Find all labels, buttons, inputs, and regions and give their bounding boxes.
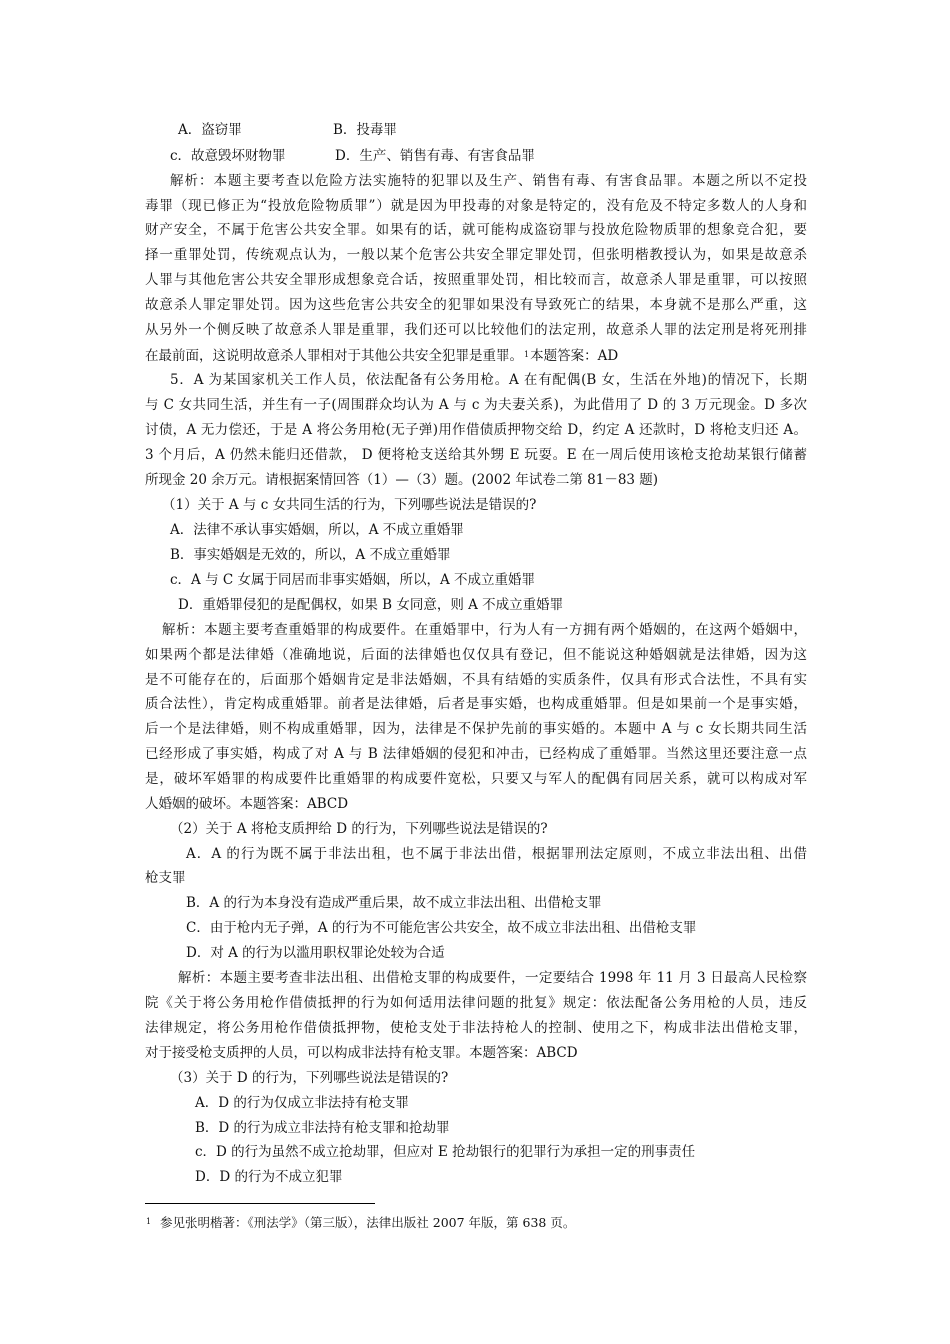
option-b: B．D 的行为成立非法持有枪支罪和抢劫罪 bbox=[195, 1120, 450, 1136]
question-stem-line: 所现金 20 余万元。请根据案情回答（1）—（3）题。(2002 年试卷二第 81－83 题) bbox=[145, 472, 659, 488]
option-d: D．生产、销售有毒、有害食品罪 bbox=[335, 148, 535, 164]
option-a-continued: 枪支罪 bbox=[145, 870, 186, 886]
analysis-line: 解析：本题主要考查非法出租、出借枪支罪的构成要件，一定要结合 1998 年 11 月 3 日最高人民检察 bbox=[178, 970, 807, 986]
analysis-line: 后一个是法律婚，则不构成重婚罪，因为，法律是不保护先前的事实婚的。本题中 A 与 c 女长期共同生活 bbox=[145, 721, 807, 737]
analysis-text: 在最前面，这说明故意杀人罪相对于其他公共安全犯罪是重罪。 bbox=[145, 348, 523, 364]
analysis-line: 已经形成了事实婚，构成了对 A 与 B 法律婚姻的侵犯和冲击，已经构成了重婚罪。当然这里还要注意一点 bbox=[145, 746, 807, 762]
option-b: B．事实婚姻是无效的，所以，A 不成立重婚罪 bbox=[170, 547, 451, 563]
analysis-line: 如果两个都是法律婚（准确地说，后面的法律婚也仅仅具有登记，但不能说这种婚姻就是法律婚，因为这 bbox=[145, 647, 807, 663]
sub-question-3: （3）关于 D 的行为，下列哪些说法是错误的? bbox=[170, 1070, 449, 1086]
analysis-line: 是，破坏军婚罪的构成要件比重婚罪的构成要件宽松，只要又与军人的配偶有同居关系，就可以构成对军 bbox=[145, 771, 807, 787]
question-stem-line: 3 个月后，A 仍然未能归还借款， D 便将枪支送给其外甥 E 玩耍。E 在一周后使用该枪支抢劫某银行储蓄 bbox=[145, 447, 807, 463]
footnote-reference[interactable]: 1 bbox=[524, 350, 530, 359]
option-c: C．由于枪内无子弹，A 的行为不可能危害公共安全，故不成立非法出租、出借枪支罪 bbox=[186, 920, 697, 936]
option-c: c．A 与 C 女属于同居而非事实婚姻，所以，A 不成立重婚罪 bbox=[170, 572, 536, 588]
question-stem-line: 讨债，A 无力偿还，于是 A 将公务用枪(无子弹)用作借债质押物交给 D，约定 A 还款时，D 将枪支归还 A。 bbox=[145, 422, 807, 438]
analysis-line: 解析：本题主要考查以危险方法实施特的犯罪以及生产、销售有毒、有害食品罪。本题之所以不定投 bbox=[170, 173, 807, 189]
question-stem-line: 与 C 女共同生活，并生有一子(周围群众均认为 A 与 c 为夫妻关系)，为此借用了 D 的 3 万元现金。D 多次 bbox=[145, 397, 807, 413]
analysis-line: 解析：本题主要考查重婚罪的构成要件。在重婚罪中，行为人有一方拥有两个婚姻的，在这两个婚姻中， bbox=[162, 622, 807, 638]
analysis-line: 从另外一个侧反映了故意杀人罪是重罪，我们还可以比较他们的法定刑，故意杀人罪的法定刑是将死刑排 bbox=[145, 322, 807, 338]
footnote-separator bbox=[145, 1203, 375, 1204]
answer-text: 本题答案：AD bbox=[530, 348, 619, 364]
option-c: c．D 的行为虽然不成立抢劫罪，但应对 E 抢劫银行的犯罪行为承担一定的刑事责任 bbox=[195, 1144, 696, 1160]
analysis-line: 择一重罪处罚，传统观点认为，一般以某个危害公共安全罪定罪处罚，但张明楷教授认为，如果是故意杀 bbox=[145, 247, 807, 263]
option-b: B．投毒罪 bbox=[333, 122, 397, 138]
option-a: A．盗窃罪 bbox=[178, 122, 242, 138]
analysis-line: 是不可能存在的，后面那个婚姻肯定是非法婚姻，不具有结婚的实质条件，仅具有形式合法性，不具有实 bbox=[145, 672, 807, 688]
analysis-line: 质合法性），肯定构成重婚罪。前者是法律婚，后者是事实婚，也构成重婚罪。但是如果前一个是事实婚， bbox=[145, 696, 807, 712]
option-b: B．A 的行为本身没有造成严重后果，故不成立非法出租、出借枪支罪 bbox=[186, 895, 602, 911]
footnote-marker: 1 bbox=[146, 1217, 152, 1226]
option-d: D．重婚罪侵犯的是配偶权，如果 B 女同意，则 A 不成立重婚罪 bbox=[178, 597, 564, 613]
analysis-line: 财产安全，不属于危害公共安全罪。如果有的话，就可能构成盗窃罪与投放危险物质罪的想象竞合犯，要 bbox=[145, 222, 807, 238]
option-a: A．法律不承认事实婚姻，所以，A 不成立重婚罪 bbox=[170, 522, 464, 538]
footnote-text: 参见张明楷著：《刑法学》（第三版），法律出版社 2007 年版，第 638 页。 bbox=[160, 1215, 576, 1230]
analysis-line: 院《关于将公务用枪作借债抵押的行为如何适用法律问题的批复》规定：依法配备公务用枪的人员，违反 bbox=[145, 995, 807, 1011]
option-a: A．A 的行为既不属于非法出租，也不属于非法出借，根据罪刑法定原则，不成立非法出租、出借 bbox=[186, 846, 807, 862]
footnote bbox=[145, 1214, 575, 1231]
option-c: c．故意毁坏财物罪 bbox=[170, 148, 286, 164]
sub-question-2: （2）关于 A 将枪支质押给 D 的行为，下列哪些说法是错误的? bbox=[170, 821, 548, 837]
analysis-line: 人罪与其他危害公共安全罪形成想象竞合话，按照重罪处罚，相比较而言，故意杀人罪是重罪，可以按照 bbox=[145, 272, 807, 288]
sub-question-1: （1）关于 A 与 c 女共同生活的行为，下列哪些说法是错误的? bbox=[162, 497, 537, 513]
analysis-line: 人婚姻的破坏。本题答案：ABCD bbox=[145, 796, 349, 812]
option-d: D．对 A 的行为以滥用职权罪论处较为合适 bbox=[186, 945, 445, 961]
question-stem-line: 5．A 为某国家机关工作人员，依法配备有公务用枪。A 在有配偶(B 女，生活在外地)的情况下，长期 bbox=[170, 372, 807, 388]
option-d: D．D 的行为不成立犯罪 bbox=[195, 1169, 343, 1185]
option-a: A．D 的行为仅成立非法持有枪支罪 bbox=[195, 1095, 409, 1111]
analysis-line: 对于接受枪支质押的人员，可以构成非法持有枪支罪。本题答案：ABCD bbox=[145, 1045, 578, 1061]
analysis-last-line bbox=[145, 346, 618, 365]
analysis-line: 故意杀人罪定罪处罚。因为这些危害公共安全的犯罪如果没有导致死亡的结果，本身就不是那么严重，这 bbox=[145, 297, 807, 313]
analysis-line: 毒罪（现已修正为“投放危险物质罪”）就是因为甲投毒的对象是特定的，没有危及不特定多数人的人身和 bbox=[145, 198, 807, 214]
analysis-line: 法律规定，将公务用枪作借债抵押物，使枪支处于非法持枪人的控制、使用之下，构成非法出借枪支罪， bbox=[145, 1020, 807, 1036]
